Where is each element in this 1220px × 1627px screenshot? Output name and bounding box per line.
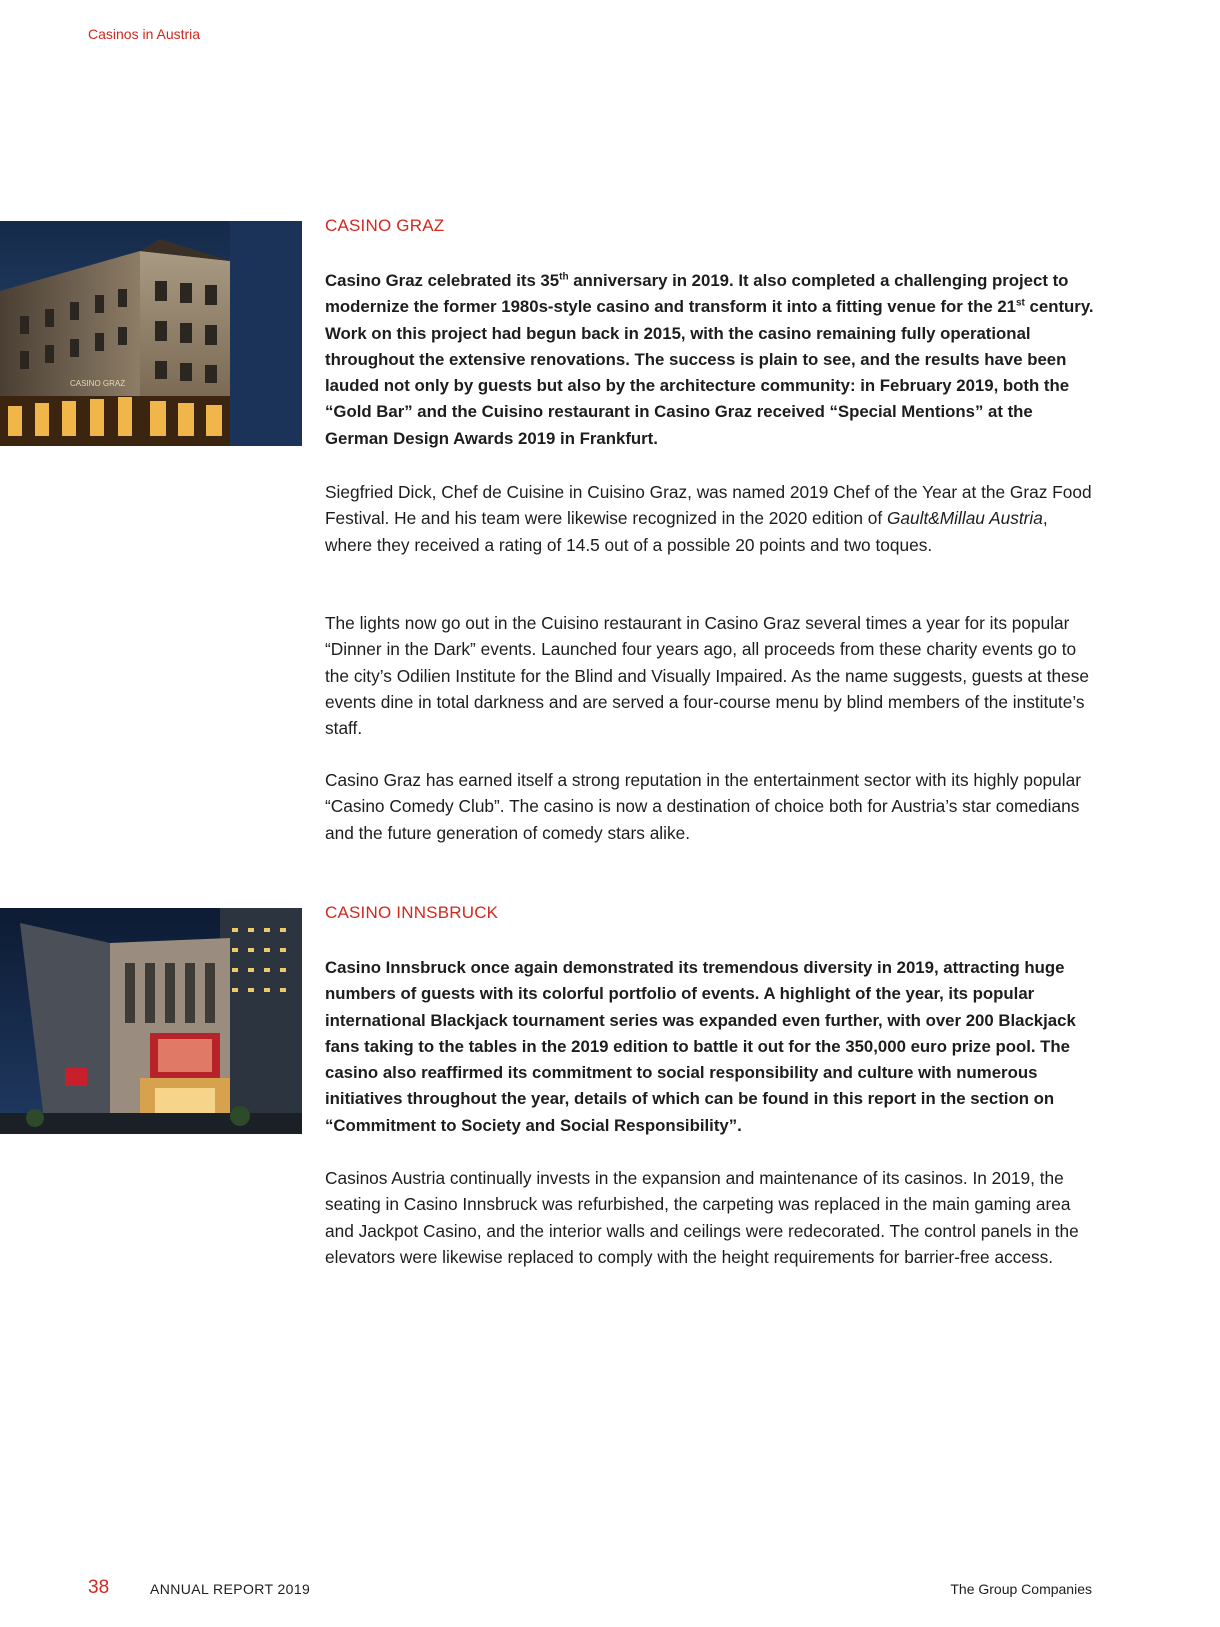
section-title-graz: CASINO GRAZ bbox=[325, 216, 445, 235]
casino-graz-photo bbox=[0, 221, 302, 446]
running-head: Casinos in Austria bbox=[88, 26, 201, 42]
footer-report-title: ANNUAL REPORT 2019 bbox=[150, 1581, 311, 1597]
building-photo-icon bbox=[0, 221, 302, 446]
graz-lead-paragraph: Casino Graz celebrated its 35th anniversary in 2019. It also completed a challenging project to modernize the former 1980s-style casino and transform it into a fitting venue for the 21st century. Work on this project had begun back in 2015, with the casino remaining fully operational throughout the extensive renovations. The success is plain to see, and the results have been lauded not only by guests but also by the architecture community: in February 2019, both the “Gold Bar” and the Cuisino restaurant in Casino Graz received “Special Mentions” at the German Design Awards 2019 in Frankfurt. bbox=[325, 271, 1094, 448]
innsbruck-paragraph-investment: Casinos Austria continually invests in the expansion and maintenance of its casinos. In 2019, the seating in Casino Innsbruck was refurbished, the carpeting was replaced in the main gaming area and Jackpot Casino, and the interior walls and ceilings were redecorated. The control panels in the elevators were likewise replaced to comply with the height requirements for barrier-free access. bbox=[325, 1168, 1079, 1267]
casino-innsbruck-photo bbox=[0, 908, 302, 1134]
innsbruck-lead-paragraph: Casino Innsbruck once again demonstrated its tremendous diversity in 2019, attracting huge numbers of guests with its colorful portfolio of events. A highlight of the year, its popular international Blackjack tournament series was expanded even further, with over 200 Blackjack fans taking to the tables in the 2019 edition to battle it out for the 350,000 euro prize pool. The casino also reaffirmed its commitment to social responsibility and culture with numerous initiatives throughout the year, details of which can be found in this report in the section on “Commitment to Society and Social Responsibility”. bbox=[325, 958, 1076, 1135]
building-photo-icon bbox=[0, 908, 302, 1134]
svg-text:CASINO GRAZ: CASINO GRAZ bbox=[70, 379, 126, 388]
footer-section-title: The Group Companies bbox=[950, 1581, 1092, 1597]
graz-paragraph-chef: Siegfried Dick, Chef de Cuisine in Cuisino Graz, was named 2019 Chef of the Year at the Graz Food Festival. He and his team were likewise recognized in the 2020 edition of Gault&Millau Austria, where they received a rating of 14.5 out of a possible 20 points and two toques. bbox=[325, 482, 1092, 555]
graz-paragraph-dinner: The lights now go out in the Cuisino restaurant in Casino Graz several times a year for its popular “Dinner in the Dark” events. Launched four years ago, all proceeds from these charity events go to the city’s Odilien Institute for the Blind and Visually Impaired. As the name suggests, guests at these events dine in total darkness and are served a four-course menu by blind members of the institute’s staff. bbox=[325, 613, 1090, 739]
graz-paragraph-comedy: Casino Graz has earned itself a strong reputation in the entertainment sector with its highly popular “Casino Comedy Club”. The casino is now a destination of choice both for Austria’s star comedians and the future generation of comedy stars alike. bbox=[325, 770, 1081, 843]
section-title-innsbruck: CASINO INNSBRUCK bbox=[325, 903, 499, 922]
page-number: 38 bbox=[88, 1577, 110, 1598]
